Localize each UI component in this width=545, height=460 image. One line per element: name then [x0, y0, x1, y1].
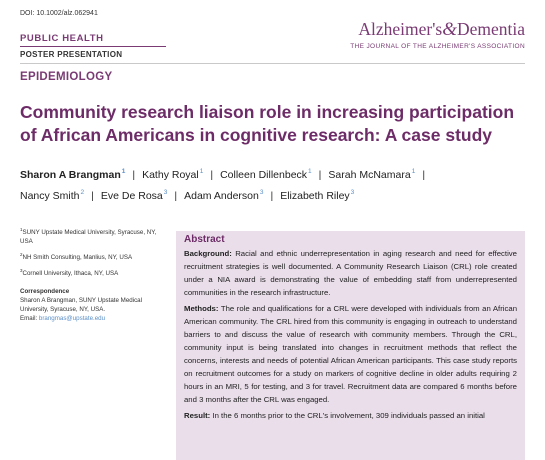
author-affiliation-marker: 1 [121, 168, 126, 175]
author-separator: | [210, 168, 214, 181]
author-name: Sarah McNamara [328, 168, 411, 181]
affiliation [20, 251, 168, 263]
author-affiliation-marker: 1 [199, 168, 204, 175]
methods-label: Methods: [184, 304, 219, 313]
author-separator: | [318, 168, 322, 181]
abstract-box [176, 231, 525, 460]
email-label: Email: [20, 314, 39, 322]
author-name: Colleen Dillenbeck [220, 168, 308, 181]
journal-logo [350, 19, 525, 50]
author-name: Eve De Rosa [100, 189, 163, 202]
article-title: Community research liaison role in increasing participation of African Americans in cognitive research: A case study [20, 102, 515, 145]
header-divider [20, 63, 525, 64]
correspondence-email-line [20, 315, 168, 324]
author-name: Nancy Smith [20, 189, 80, 202]
affiliation-text: Cornell University, Ithaca, NY, USA [22, 270, 119, 278]
journal-name-part1: Alzheimer's [358, 19, 443, 39]
affiliation-text: SUNY Upstate Medical University, Syracuse, NY, USA [20, 229, 157, 245]
author-separator: | [174, 189, 178, 202]
author-list [20, 163, 525, 205]
affiliation [20, 226, 168, 247]
methods-text: The role and qualifications for a CRL were developed with individuals from an African American community. The CRL hired from this community is engaging in outreach to understand barriers to and discuss the value of research with community members. Through the CRL, community input is being translated into changes in recruitment methods that reflect the concerns, interests and needs of potential African American participants. This case study reports on recruitment outcomes for a study on markers of cognitive decline in older adults requiring 2 hours in an MRI, 5 for testing, and 3 for travel. Recruitment data are compared 6 months before and 3 months after the CRL was engaged. [184, 304, 517, 404]
correspondence-title: Correspondence [20, 288, 70, 296]
author-name: Sharon A Brangman [20, 168, 121, 181]
author-affiliation-marker: 3 [259, 189, 264, 196]
journal-name-part2: Dementia [456, 19, 525, 39]
doi-text: DOI: 10.1002/alz.062941 [20, 10, 98, 17]
author-name: Adam Anderson [184, 189, 259, 202]
author-separator: | [132, 168, 136, 181]
correspondence-text: Sharon A Brangman, SUNY Upstate Medical University, Syracuse, NY, USA. [20, 296, 142, 313]
affiliation-marker: 2 [20, 252, 23, 258]
section-label: PUBLIC HEALTH [20, 33, 104, 44]
author[interactable] [220, 169, 312, 181]
journal-ampersand: & [442, 19, 457, 40]
affiliation-marker: 3 [20, 268, 23, 274]
author-affiliation-marker: 3 [350, 189, 355, 196]
abstract-result [184, 409, 517, 422]
background-label: Background: [184, 249, 232, 258]
section-divider [20, 46, 166, 47]
author[interactable] [20, 190, 84, 202]
result-text: In the 6 months prior to the CRL's involvement, 309 individuals passed an initial [210, 411, 485, 420]
author-affiliation-marker: 2 [80, 189, 85, 196]
background-text: Racial and ethnic underrepresentation in aging research and need for effective recruitment strategies is well documented. A Community Research Liaison (CRL) role created under a NIA award is demonstrating the value of embedding staff from underrepresented communities in the research infrastructure. [184, 249, 517, 297]
author[interactable] [142, 169, 203, 181]
journal-name [350, 19, 525, 41]
abstract-title: Abstract [184, 234, 225, 245]
author-name: Elizabeth Riley [280, 189, 350, 202]
author-separator: | [91, 189, 94, 202]
result-label: Result: [184, 411, 211, 420]
author[interactable] [184, 190, 263, 202]
abstract-methods [184, 302, 517, 406]
author-affiliation-marker: 3 [163, 189, 168, 196]
author-name: Kathy Royal [142, 168, 199, 181]
affiliation-marker: 1 [20, 227, 23, 232]
affiliation-text: NH Smith Consulting, Manlius, NY, USA [22, 254, 133, 262]
affiliation [20, 267, 168, 279]
topic-label: EPIDEMIOLOGY [20, 71, 113, 83]
author[interactable] [101, 190, 168, 202]
email-link[interactable]: brangmas@upstate.edu [38, 314, 106, 322]
author[interactable] [328, 169, 415, 181]
subsection-label: POSTER PRESENTATION [20, 50, 123, 59]
abstract-background [184, 247, 517, 299]
affiliations-column [20, 226, 168, 323]
author-affiliation-marker: 1 [411, 168, 416, 175]
journal-subtitle: THE JOURNAL OF THE ALZHEIMER'S ASSOCIATION [350, 43, 525, 50]
author-separator: | [270, 189, 274, 202]
author[interactable] [20, 169, 125, 181]
author-separator: | [422, 168, 426, 181]
author-affiliation-marker: 1 [308, 168, 312, 175]
author[interactable] [280, 190, 354, 202]
